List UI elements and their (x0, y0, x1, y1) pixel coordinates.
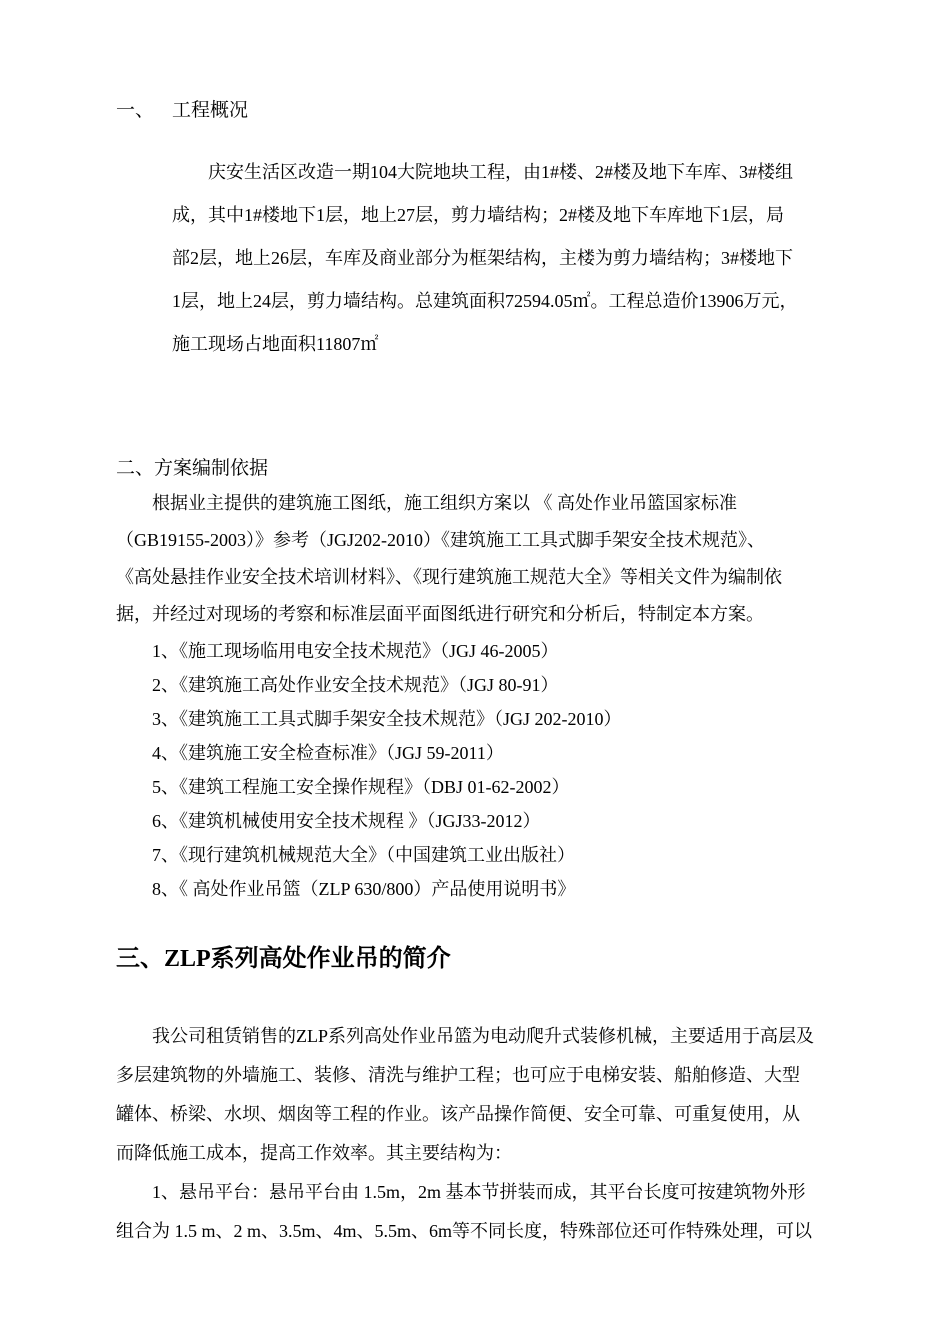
reference-item-5: 5、《建筑工程施工安全操作规程》（DBJ 01-62-2002） (152, 777, 570, 797)
section2-line-1: 根据业主提供的建筑施工图纸，施工组织方案以 《 高处作业吊篮国家标准 (152, 493, 737, 513)
section1-line-2: 成，其中1#楼地下1层，地上27层，剪力墙结构；2#楼及地下车库地下1层，局 (172, 205, 784, 225)
section1-number: 一、 (116, 100, 155, 121)
section1-line-3: 部2层，地上26层，车库及商业部分为框架结构，主楼为剪力墙结构；3#楼地下 (172, 248, 793, 268)
section3-line-6: 组合为 1.5 m、2 m、3.5m、4m、5.5m、6m等不同长度，特殊部位还可作特殊处理，可以 (116, 1221, 813, 1241)
section3-line-5: 1、悬吊平台：悬吊平台由 1.5m，2m 基本节拼装而成，其平台长度可按建筑物外形 (152, 1182, 806, 1202)
section3-line-1: 我公司租赁销售的ZLP系列高处作业吊篮为电动爬升式装修机械，主要适用于高层及 (152, 1026, 814, 1046)
section2-line-3: 《高处悬挂作业安全技术培训材料》、《现行建筑施工规范大全》等相关文件为编制依 (116, 567, 782, 587)
section3-title: 三、ZLP系列高处作业吊的简介 (116, 946, 451, 972)
section3-line-3: 罐体、桥梁、水坝、烟囱等工程的作业。该产品操作简便、安全可靠、可重复使用，从 (116, 1104, 800, 1124)
section2-line-4: 据，并经过对现场的考察和标准层面平面图纸进行研究和分析后，特制定本方案。 (116, 604, 764, 624)
reference-item-2: 2、《建筑施工高处作业安全技术规范》（JGJ 80-91） (152, 675, 559, 695)
section3-line-2: 多层建筑物的外墙施工、装修、清洗与维护工程；也可应于电梯安装、船舶修造、大型 (116, 1065, 800, 1085)
section1-line-1: 庆安生活区改造一期104大院地块工程，由1#楼、2#楼及地下车库、3#楼组 (208, 162, 793, 182)
reference-item-4: 4、《建筑施工安全检查标准》（JGJ 59-2011） (152, 743, 504, 763)
reference-item-1: 1、《施工现场临用电安全技术规范》（JGJ 46-2005） (152, 641, 559, 661)
section1-line-4: 1层，地上24层，剪力墙结构。总建筑面积72594.05㎡。工程总造价13906万元， (172, 291, 798, 311)
reference-item-6: 6、《建筑机械使用安全技术规程 》（JGJ33-2012） (152, 811, 541, 831)
section3-line-4: 而降低施工成本，提高工作效率。其主要结构为： (116, 1143, 512, 1163)
reference-item-8: 8、《 高处作业吊篮（ZLP 630/800）产品使用说明书》 (152, 879, 576, 899)
section2-line-2: （GB19155-2003）》参考（JGJ202-2010）《建筑施工工具式脚手架安全技术规范》、 (116, 530, 765, 550)
section1-line-5: 施工现场占地面积11807㎡ (172, 334, 379, 354)
reference-item-3: 3、《建筑施工工具式脚手架安全技术规范》（JGJ 202-2010） (152, 709, 622, 729)
section1-title: 工程概况 (172, 100, 249, 121)
reference-item-7: 7、《现行建筑机械规范大全》（中国建筑工业出版社） (152, 845, 575, 865)
section2-title: 二、方案编制依据 (116, 458, 269, 479)
